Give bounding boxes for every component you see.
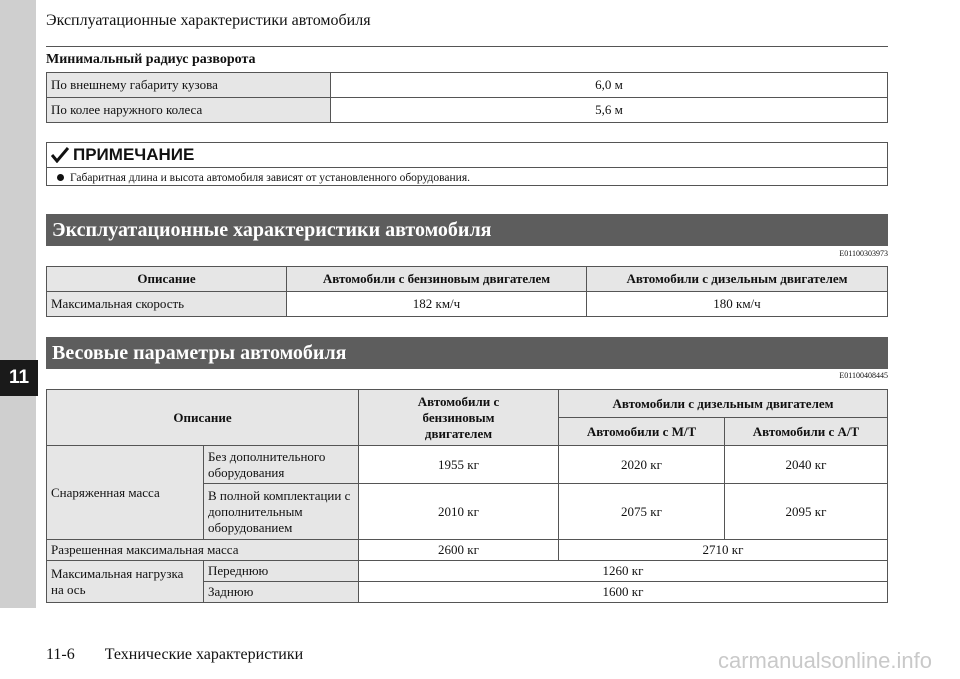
table-row [47, 561, 888, 582]
curb-without-petrol: 1955 кг [359, 446, 559, 484]
axle-rear-value: 1600 кг [359, 582, 888, 603]
performance-code: E01100303973 [839, 249, 888, 258]
max-speed-diesel: 180 км/ч [587, 292, 888, 317]
curb-with-mt: 2075 кг [559, 484, 725, 540]
turning-radius-label: По внешнему габариту кузова [47, 73, 331, 98]
axle-rear-label: Заднюю [204, 582, 359, 603]
curb-with-petrol: 2010 кг [359, 484, 559, 540]
table-row [47, 73, 888, 98]
chapter-sidebar [0, 0, 36, 608]
axle-front-label: Переднюю [204, 561, 359, 582]
footer-title: Технические характеристики [104, 646, 304, 663]
max-speed-petrol: 182 км/ч [287, 292, 587, 317]
axle-front-value: 1260 кг [359, 561, 888, 582]
turning-radius-heading: Минимальный радиус разворота [46, 52, 256, 67]
column-header: Автомобили с M/T [559, 418, 725, 446]
watermark: carmanualsonline.info [717, 648, 932, 673]
curb-without-label: Без дополнительного оборудования [204, 446, 359, 484]
note-box [46, 142, 888, 186]
chapter-tab[interactable]: 11 [0, 360, 38, 396]
turning-radius-table [46, 72, 888, 123]
column-header: Автомобили с A/T [725, 418, 888, 446]
turning-radius-value: 6,0 м [331, 73, 888, 98]
page-number: 11-6 [46, 646, 75, 663]
checkmark-icon [51, 147, 69, 163]
table-row [47, 292, 888, 317]
gross-weight-label: Разрешенная максимальная масса [47, 540, 359, 561]
bullet-icon [57, 174, 64, 181]
column-header: Описание [47, 390, 359, 446]
table-row [47, 446, 888, 484]
performance-banner: Эксплуатационные характеристики автомобиля [46, 214, 888, 246]
page-footer [46, 646, 303, 664]
page-header-title: Эксплуатационные характеристики автомобиля [46, 12, 371, 29]
gross-weight-diesel: 2710 кг [559, 540, 888, 561]
curb-with-label: В полной комплектации с дополнительным оборудованием [204, 484, 359, 540]
table-header-row [47, 390, 888, 418]
turning-radius-value: 5,6 м [331, 98, 888, 123]
axle-load-label: Максимальная нагрузка на ось [47, 561, 204, 603]
weights-table [46, 389, 888, 603]
turning-radius-label: По колее наружного колеса [47, 98, 331, 123]
note-header [47, 143, 887, 168]
gross-weight-petrol: 2600 кг [359, 540, 559, 561]
header-divider [46, 46, 888, 47]
note-text: Габаритная длина и высота автомобиля зависят от установленного оборудования. [70, 171, 470, 184]
table-row [47, 98, 888, 123]
weights-code: E01100408445 [839, 371, 888, 380]
note-body [47, 168, 887, 187]
performance-table [46, 266, 888, 317]
curb-without-mt: 2020 кг [559, 446, 725, 484]
table-header-row [47, 267, 888, 292]
column-header: Описание [47, 267, 287, 292]
max-speed-label: Максимальная скорость [47, 292, 287, 317]
note-title: ПРИМЕЧАНИЕ [73, 145, 195, 164]
weights-banner: Весовые параметры автомобиля [46, 337, 888, 369]
column-header: Автомобили с бензиновым двигателем [287, 267, 587, 292]
curb-without-at: 2040 кг [725, 446, 888, 484]
column-header: Автомобили с дизельным двигателем [587, 267, 888, 292]
curb-weight-label: Снаряженная масса [47, 446, 204, 540]
column-header: Автомобили с дизельным двигателем [559, 390, 888, 418]
column-header: Автомобили с бензиновым двигателем [359, 390, 559, 446]
table-row [47, 540, 888, 561]
curb-with-at: 2095 кг [725, 484, 888, 540]
